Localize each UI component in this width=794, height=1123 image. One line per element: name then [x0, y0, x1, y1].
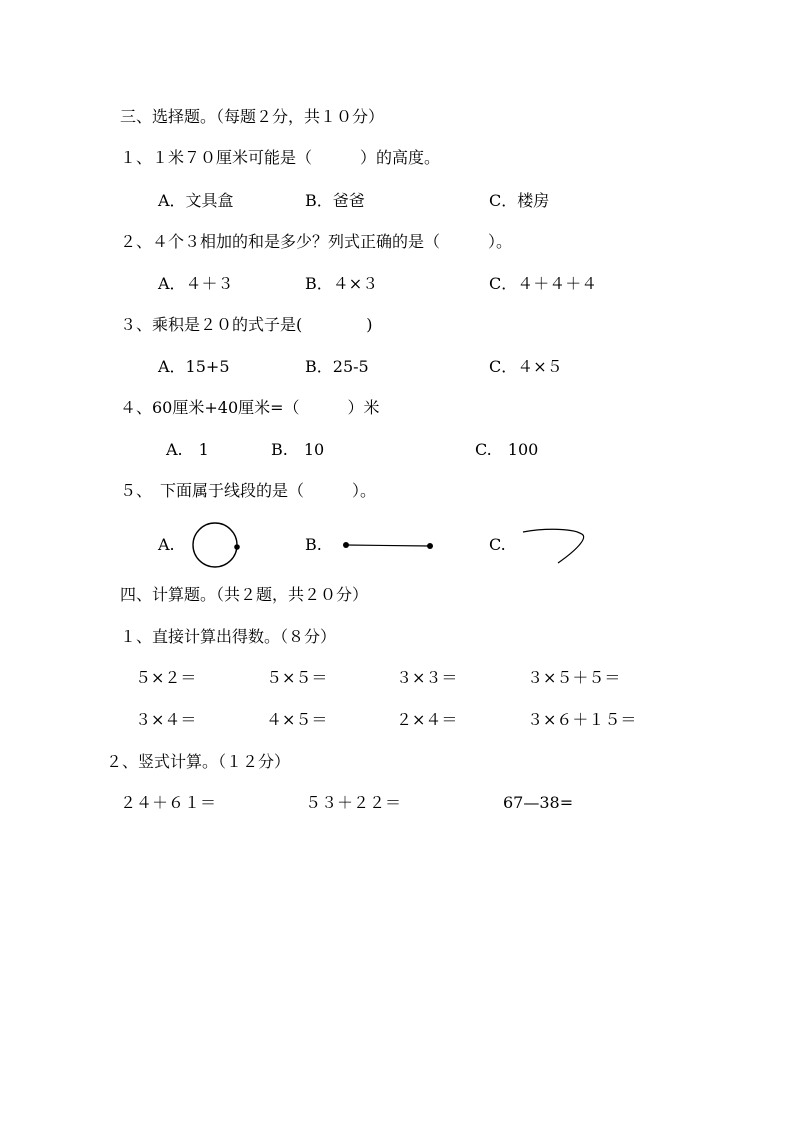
calc-r2-c3: ２×４＝ [396, 710, 458, 729]
question-4-option-c: C. 100 [475, 440, 539, 459]
question-2-option-a: A．４＋３ [158, 274, 234, 293]
question-5-stem: ５、 下面属于线段的是（ ）。 [120, 481, 377, 500]
question-2-option-c: C．４＋４＋４ [489, 274, 598, 293]
calc-r2-c2: ４×５＝ [266, 710, 328, 729]
question-1-option-a: A．文具盒 [158, 191, 234, 210]
part2-title: ２、竖式计算。（１２分） [106, 752, 291, 771]
question-3-option-c: C．４×５ [489, 357, 563, 376]
section3-heading: 三、选择题。（每题２分，共１０分） [120, 107, 385, 126]
question-1-stem: １、１米７０厘米可能是（ ）的高度。 [120, 148, 441, 167]
question-1-option-c: C．楼房 [489, 191, 550, 210]
question-3-option-a: A．15+5 [158, 357, 230, 376]
vertical-calc-1: ２４＋６１＝ [120, 793, 217, 812]
vertical-calc-2: ５３＋２２＝ [305, 793, 402, 812]
part1-title: １、直接计算出得数。（８分） [120, 627, 337, 646]
question-1-option-b: B．爸爸 [305, 191, 365, 210]
calc-r1-c3: ３×３＝ [396, 668, 458, 687]
question-5-option-a: A. [158, 535, 175, 554]
question-4-stem: ４、60厘米+40厘米=（ ）米 [120, 398, 380, 417]
calc-r2-c4: ３×６＋１５＝ [527, 710, 637, 729]
calc-r1-c2: ５×５＝ [266, 668, 328, 687]
open-curve-figure [520, 525, 590, 569]
question-3-stem: ３、乘积是２０的式子是( ) [120, 315, 373, 334]
question-5-option-c: C. [489, 535, 506, 554]
question-2-stem: ２、４个３相加的和是多少？列式正确的是（ ）。 [120, 232, 513, 251]
line-segment-figure [340, 538, 436, 554]
section4-heading: 四、计算题。（共２题，共２０分） [120, 585, 369, 604]
calc-r1-c4: ３×５＋５＝ [527, 668, 621, 687]
question-4-option-b: B. 10 [271, 440, 325, 459]
circle-with-point-figure [190, 520, 244, 572]
question-5-option-b: B. [305, 535, 322, 554]
calc-r2-c1: ３×４＝ [135, 710, 197, 729]
vertical-calc-3: 67—38= [503, 793, 574, 812]
calc-r1-c1: ５×２＝ [135, 668, 197, 687]
question-2-option-b: B．４×３ [305, 274, 379, 293]
question-4-option-a: A. 1 [166, 440, 209, 459]
question-3-option-b: B．25-5 [305, 357, 369, 376]
